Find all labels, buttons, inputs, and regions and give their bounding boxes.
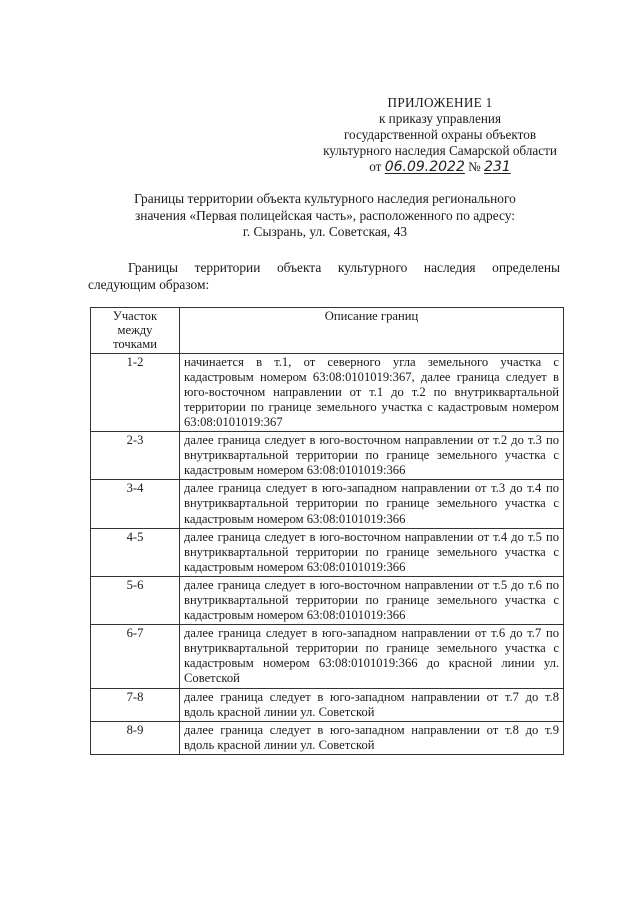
appendix-line-1: к приказу управления — [378, 111, 502, 126]
intro-line-1: Границы территории объекта культурного наследия определены — [128, 260, 560, 275]
row-segment: 8-9 — [91, 721, 180, 754]
appendix-line-2: государственной охраны объектов — [343, 127, 537, 142]
table-row — [91, 688, 564, 721]
handwritten-date: 06.09.2022 — [384, 159, 465, 175]
heading-line-2: значения «Первая полицейская часть», расположенного по адресу: — [135, 207, 515, 223]
table-row — [91, 721, 564, 754]
appendix-title: ПРИЛОЖЕНИЕ 1 — [387, 95, 493, 110]
handwritten-number: 231 — [484, 159, 511, 175]
table-row — [91, 576, 564, 624]
row-description: далее граница следует в юго-восточном направлении от т.4 до т.5 по внутриквартальной территории по границе земельного участка с кадастровым номером 63:08:0101019:366 — [180, 528, 564, 576]
heading-line-1: Границы территории объекта культурного наследия регионального — [134, 191, 516, 206]
table-row — [91, 480, 564, 528]
table-row — [91, 625, 564, 688]
row-segment: 2-3 — [91, 432, 180, 480]
heading-line-3: г. Сызрань, ул. Советская, 43 — [242, 224, 408, 239]
document-heading — [90, 191, 560, 241]
intro-paragraph — [88, 260, 560, 293]
row-segment: 5-6 — [91, 576, 180, 624]
table-row — [91, 432, 564, 480]
row-description: далее граница следует в юго-западном направлении от т.7 до т.8 вдоль красной линии ул. Советской — [180, 688, 564, 721]
table-row — [91, 353, 564, 431]
row-segment: 7-8 — [91, 688, 180, 721]
row-segment: 4-5 — [91, 528, 180, 576]
row-segment: 3-4 — [91, 480, 180, 528]
row-segment: 6-7 — [91, 625, 180, 688]
table-header-row — [91, 308, 564, 354]
appendix-block — [290, 95, 590, 175]
boundaries-table — [90, 307, 564, 755]
row-segment: 1-2 — [91, 353, 180, 431]
header-description: Описание границ — [180, 308, 564, 354]
row-description: далее граница следует в юго-западном направлении от т.8 до т.9 вдоль красной линии ул. Советской — [180, 721, 564, 754]
appendix-line-3: культурного наследия Самарской области — [323, 143, 557, 158]
row-description: далее граница следует в юго-западном направлении от т.6 до т.7 по внутриквартальной территории по границе земельного участка с кадастровым номером 63:08:0101019:366 до красной линии ул. Советской — [180, 625, 564, 688]
appendix-date-line — [290, 159, 590, 175]
date-prefix: от — [369, 159, 382, 174]
row-description: далее граница следует в юго-восточном направлении от т.2 до т.3 по внутриквартальной территории по границе земельного участка с кадастровым номером 63:08:0101019:366 — [180, 432, 564, 480]
intro-line-2: следующим образом: — [88, 276, 210, 292]
table-row — [91, 528, 564, 576]
row-description: начинается в т.1, от северного угла земельного участка с кадастровым номером 63:08:0101019:367, далее граница следует в юго-восточном направлении от т.1 до т.2 по внутриквартальной территории по границе земельного участка с кадастровым номером 63:08:0101019:367 — [180, 353, 564, 431]
header-segment: Участок между точками — [91, 308, 180, 354]
row-description: далее граница следует в юго-восточном направлении от т.5 до т.6 по внутриквартальной территории по границе земельного участка с кадастровым номером 63:08:0101019:366 — [180, 576, 564, 624]
row-description: далее граница следует в юго-западном направлении от т.3 до т.4 по внутриквартальной территории по границе земельного участка с кадастровым номером 63:08:0101019:366 — [180, 480, 564, 528]
number-prefix: № — [468, 159, 481, 174]
